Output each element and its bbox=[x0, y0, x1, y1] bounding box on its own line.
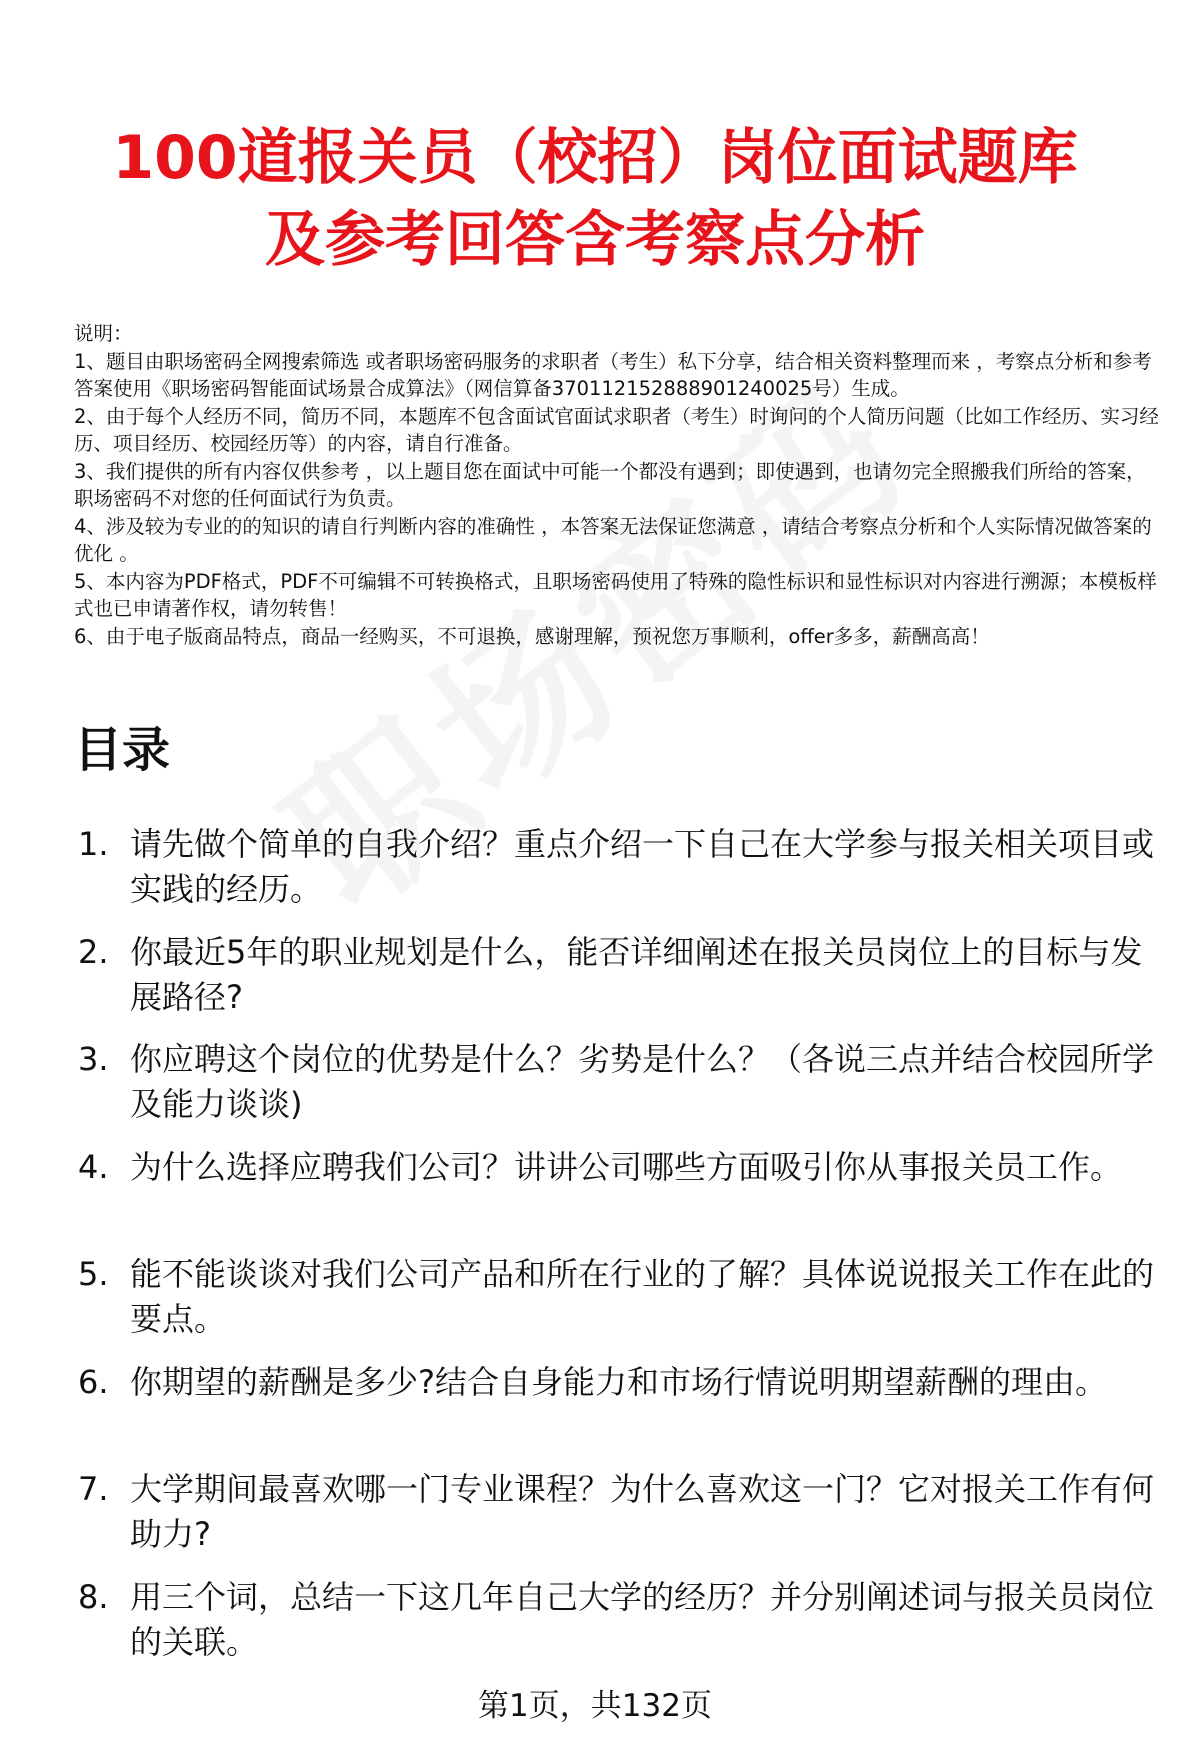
toc-item-number: 6. bbox=[78, 1362, 109, 1401]
toc-item[interactable] bbox=[78, 1252, 1168, 1342]
notes-heading: 说明： bbox=[74, 322, 133, 345]
toc-item-text: 请先做个简单的自我介绍？重点介绍一下自己在大学参与报关相关项目或实践的经历。 bbox=[130, 825, 1155, 908]
toc-item[interactable] bbox=[78, 1145, 1168, 1235]
toc-item-text: 大学期间最喜欢哪一门专业课程？为什么喜欢这一门？它对报关工作有何助力? bbox=[130, 1470, 1155, 1553]
notes-item: 5、本内容为PDF格式，PDF不可编辑不可转换格式，且职场密码使用了特殊的隐性标识和显性标识对内容进行溯源；本模板样式也已申请著作权，请勿转售！ bbox=[74, 569, 1157, 620]
toc-item-number: 7. bbox=[78, 1470, 109, 1508]
toc-item[interactable] bbox=[78, 1467, 1168, 1557]
notes-item: 1、题目由职场密码全网搜索筛选 或者职场密码服务的求职者（考生）私下分享，结合相关资料整理而来 ，考察点分析和参考答案使用《职场密码智能面试场景合成算法》（网信算备370112152888901240025号）生成。 bbox=[74, 349, 1152, 400]
notes-section bbox=[74, 320, 1164, 650]
toc-item[interactable] bbox=[78, 930, 1168, 1020]
toc-item-text: 你期望的薪酬是多少?结合自身能力和市场行情说明期望薪酬的理由。 bbox=[130, 1362, 1107, 1401]
document-title-line-2: 及参考回答含考察点分析 bbox=[265, 205, 925, 275]
toc-item-number: 2. bbox=[78, 932, 109, 971]
toc-item-number: 8. bbox=[78, 1577, 109, 1616]
toc-item-number: 3. bbox=[78, 1040, 109, 1078]
document-title-line-1: 100道报关员（校招）岗位面试题库 bbox=[112, 123, 1078, 193]
toc-item-text: 能不能谈谈对我们公司产品和所在行业的了解？具体说说报关工作在此的要点。 bbox=[130, 1255, 1155, 1338]
toc-list bbox=[78, 822, 1168, 1682]
notes-item: 2、由于每个人经历不同，简历不同，本题库不包含面试官面试求职者（考生）时询问的个人简历问题（比如工作经历、实习经历、项目经历、校园经历等）的内容，请自行准备。 bbox=[74, 404, 1159, 455]
toc-item-text: 为什么选择应聘我们公司？讲讲公司哪些方面吸引你从事报关员工作。 bbox=[130, 1147, 1123, 1186]
notes-item: 4、涉及较为专业的的知识的请自行判断内容的准确性 ，本答案无法保证您满意 ，请结合考察点分析和个人实际情况做答案的优化 。 bbox=[74, 514, 1152, 565]
notes-item: 3、我们提供的所有内容仅供参考 ，以上题目您在面试中可能一个都没有遇到；即使遇到，也请勿完全照搬我们所给的答案，职场密码不对您的任何面试行为负责。 bbox=[74, 459, 1146, 510]
toc-item-text: 你最近5年的职业规划是什么，能否详细阐述在报关员岗位上的目标与发展路径? bbox=[130, 932, 1143, 1016]
notes-item: 6、由于电子版商品特点，商品一经购买，不可退换，感谢理解，预祝您万事顺利，offer多多，薪酬高高！ bbox=[74, 624, 990, 648]
toc-item[interactable] bbox=[78, 822, 1168, 912]
toc-item-text: 用三个词，总结一下这几年自己大学的经历？并分别阐述词与报关员岗位的关联。 bbox=[130, 1577, 1155, 1661]
toc-item-number: 4. bbox=[78, 1147, 109, 1186]
toc-item-text: 你应聘这个岗位的优势是什么？劣势是什么？（各说三点并结合校园所学及能力谈谈) bbox=[130, 1040, 1155, 1123]
toc-item[interactable] bbox=[78, 1037, 1168, 1127]
toc-item[interactable] bbox=[78, 1360, 1168, 1450]
toc-item-number: 5. bbox=[78, 1255, 109, 1293]
toc-item-number: 1. bbox=[78, 825, 109, 863]
toc-item[interactable] bbox=[78, 1575, 1168, 1665]
toc-heading: 目录 bbox=[74, 722, 171, 778]
page-footer: 第1页，共132页 bbox=[478, 1688, 712, 1724]
